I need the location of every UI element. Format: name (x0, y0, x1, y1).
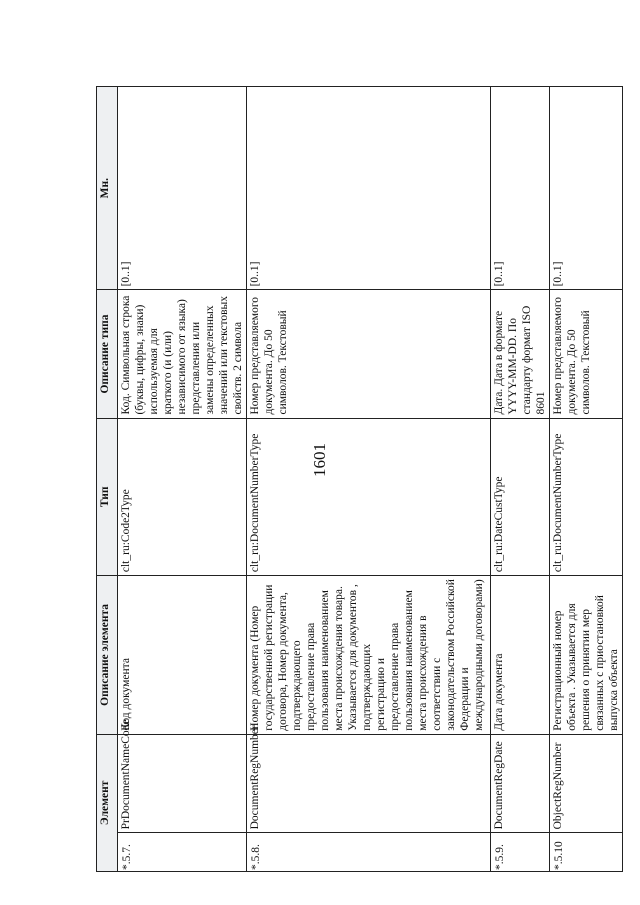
row-multiplicity: [0..1] (550, 87, 623, 290)
page-number: 1601 (310, 443, 329, 477)
header-element: Элемент (97, 734, 118, 871)
row-multiplicity: [0..1] (118, 87, 247, 290)
row-type: clt_ru:DateCustType (491, 418, 550, 576)
header-type-description: Описание типа (97, 290, 118, 418)
table-row (247, 87, 491, 872)
row-multiplicity: [0..1] (247, 87, 491, 290)
row-type: clt_ru:Code2Type (118, 418, 247, 576)
table-row (550, 87, 623, 872)
row-description: Номер документа (Номер государственной регистрации договора, Номер документа, подтверждающего предоставление права пользования наименованием места происхождения товара. Указывается для документов , подтверждающих регистрацию и предоставление права пользования наименованием места происхождения в соответствии с законодательством Российской Федерации и международными договорами) (247, 576, 491, 735)
table-row (491, 87, 550, 872)
row-number: *.5.10 (550, 833, 623, 872)
row-type-description: Номер представляемого документа. До 50 символов. Текстовый (550, 290, 623, 418)
elements-table (96, 86, 623, 872)
row-multiplicity: [0..1] (491, 87, 550, 290)
header-element-description: Описание элемента (97, 576, 118, 735)
row-element: PrDocumentNameCode (118, 734, 247, 833)
row-number: *.5.7. (118, 833, 247, 872)
row-type-description: Код. Символьная строка (буквы, цифры, знаки) используемая для краткого (и (или) независимого от языка) представления или замены определенных значений или текстовых свойств. 2 символа (118, 290, 247, 418)
table-header-row (97, 87, 118, 872)
row-type: clt_ru:DocumentNumberType (247, 418, 491, 576)
rotated-page-content (96, 86, 621, 872)
row-number: *.5.8. (247, 833, 491, 872)
row-element: ObjectRegNumber (550, 734, 623, 833)
row-type: clt_ru:DocumentNumberType (550, 418, 623, 576)
row-type-description: Номер представляемого документа. До 50 символов. Текстовый (247, 290, 491, 418)
row-description: Код документа (118, 576, 247, 735)
row-number: *.5.9. (491, 833, 550, 872)
table-row (118, 87, 247, 872)
row-type-description: Дата. Дата в формате YYYY-MM-DD. По стандарту формат ISO 8601 (491, 290, 550, 418)
row-description: Дата документа (491, 576, 550, 735)
row-element: DocumentRegDate (491, 734, 550, 833)
row-description: Регистрационный номер объекта . Указывается для решения о принятии мер связанных с приостановкой выпуска объекта (550, 576, 623, 735)
header-type: Тип (97, 418, 118, 576)
header-multiplicity: Мн. (97, 87, 118, 290)
row-element: DocumentRegNumber (247, 734, 491, 833)
